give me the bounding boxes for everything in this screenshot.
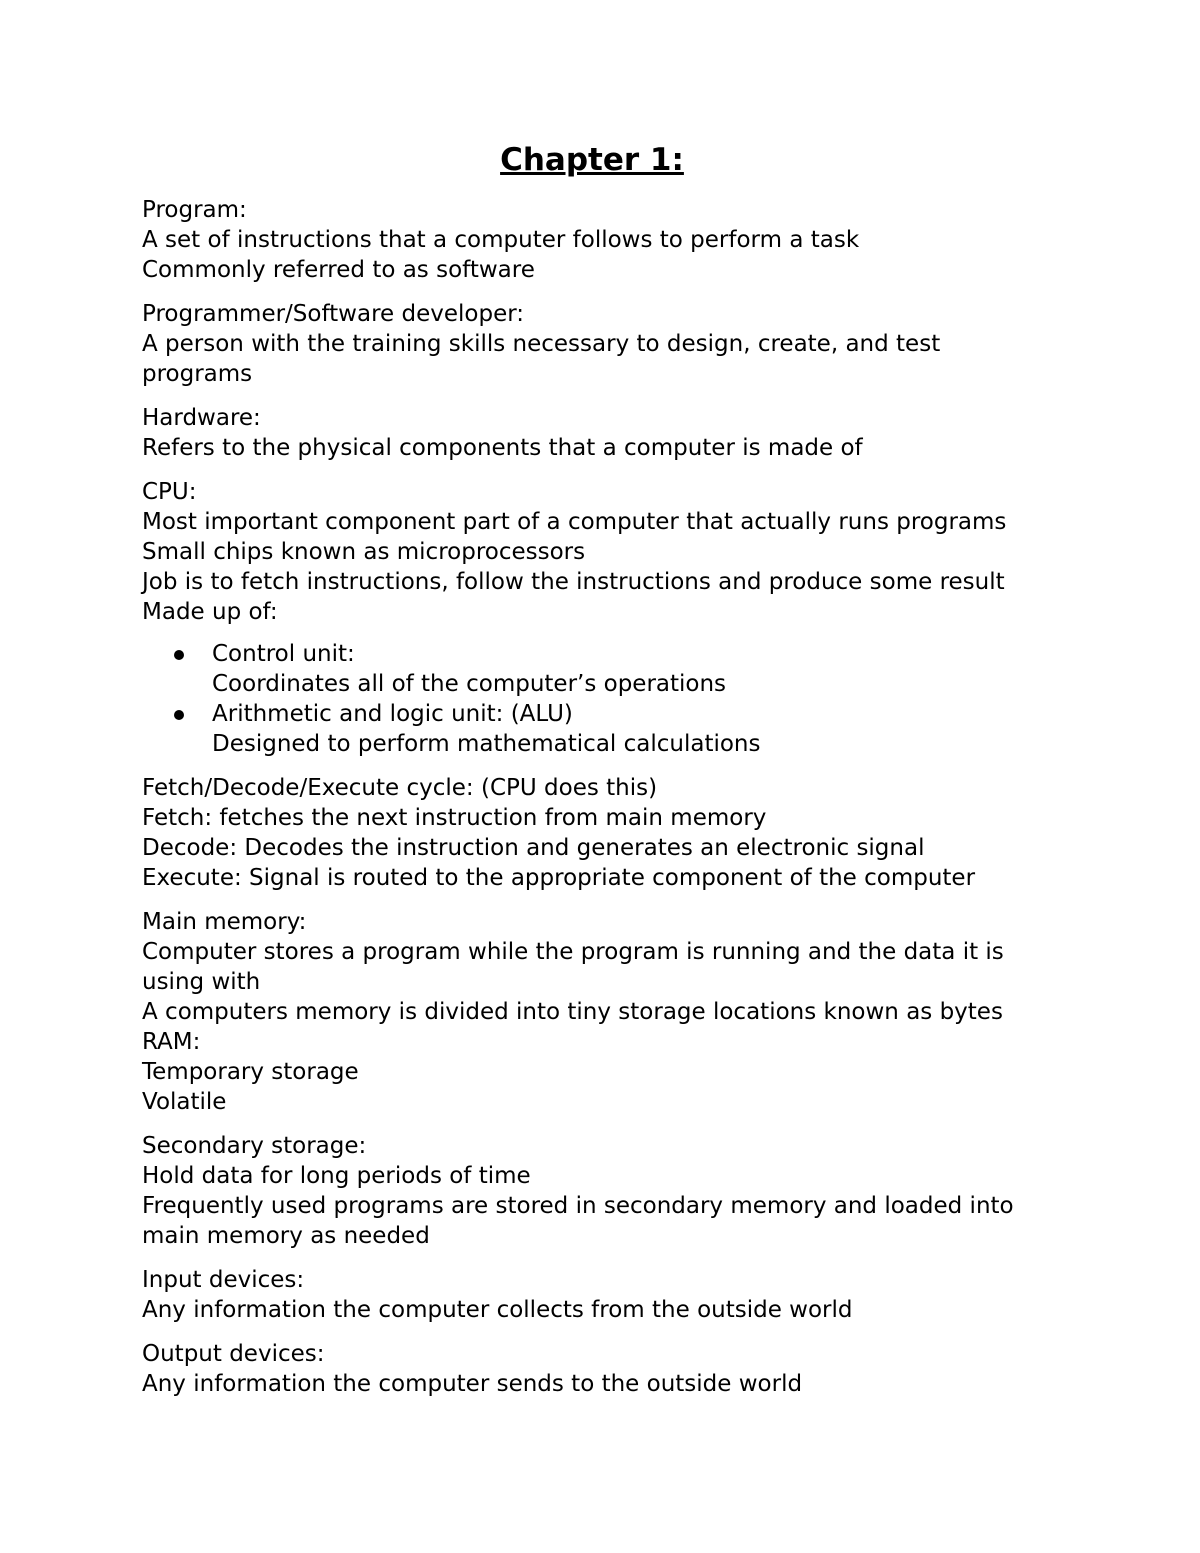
section-line: Refers to the physical components that a computer is made of xyxy=(142,435,863,461)
section-line: Any information the computer sends to the outside world xyxy=(142,1371,803,1397)
section-heading: CPU: xyxy=(142,479,197,505)
section-line: A set of instructions that a computer follows to perform a task xyxy=(142,227,860,253)
section-line: Temporary storage xyxy=(142,1059,359,1085)
section-cycle xyxy=(142,773,1042,893)
list-item xyxy=(142,699,1042,759)
section-line: Execute: Signal is routed to the appropriate component of the computer xyxy=(142,865,976,891)
list-item-title: Control unit: xyxy=(212,641,355,667)
document-page xyxy=(142,140,1042,1413)
section-heading: Input devices: xyxy=(142,1267,305,1293)
section-line: A person with the training skills necessary to design, create, and test programs xyxy=(142,331,941,387)
section-hardware xyxy=(142,403,1042,463)
section-input-devices xyxy=(142,1265,1042,1325)
page-title: Chapter 1: xyxy=(500,142,684,178)
section-programmer xyxy=(142,299,1042,389)
section-line: Frequently used programs are stored in secondary memory and loaded into main memory as needed xyxy=(142,1193,1014,1249)
section-heading: Program: xyxy=(142,197,247,223)
section-line: Any information the computer collects from the outside world xyxy=(142,1297,853,1323)
section-heading: Programmer/Software developer: xyxy=(142,301,525,327)
section-main-memory xyxy=(142,907,1042,1117)
section-heading: Main memory: xyxy=(142,909,307,935)
bullet-icon xyxy=(174,650,184,660)
section-line: Job is to fetch instructions, follow the instructions and produce some result xyxy=(142,569,1005,595)
section-program xyxy=(142,195,1042,285)
bullet-icon xyxy=(174,710,184,720)
section-cpu xyxy=(142,477,1042,759)
section-line: Volatile xyxy=(142,1089,227,1115)
section-heading: Hardware: xyxy=(142,405,261,431)
section-line: Small chips known as microprocessors xyxy=(142,539,586,565)
section-output-devices xyxy=(142,1339,1042,1399)
section-heading: Secondary storage: xyxy=(142,1133,367,1159)
section-line: Computer stores a program while the program is running and the data it is using with xyxy=(142,939,1004,995)
list-item-desc: Designed to perform mathematical calculations xyxy=(212,731,761,757)
section-line: Hold data for long periods of time xyxy=(142,1163,531,1189)
section-line: RAM: xyxy=(142,1029,201,1055)
section-line: Most important component part of a computer that actually runs programs xyxy=(142,509,1007,535)
section-line: Fetch: fetches the next instruction from main memory xyxy=(142,805,767,831)
section-line: A computers memory is divided into tiny storage locations known as bytes xyxy=(142,999,1003,1025)
section-secondary-storage xyxy=(142,1131,1042,1251)
section-line: Decode: Decodes the instruction and generates an electronic signal xyxy=(142,835,925,861)
list-item-desc: Coordinates all of the computer’s operations xyxy=(212,671,727,697)
list-item-title: Arithmetic and logic unit: (ALU) xyxy=(212,701,573,727)
section-line: Made up of: xyxy=(142,599,278,625)
section-heading: Fetch/Decode/Execute cycle: (CPU does this) xyxy=(142,775,658,801)
cpu-parts-list xyxy=(142,639,1042,759)
list-item xyxy=(142,639,1042,699)
section-line: Commonly referred to as software xyxy=(142,257,535,283)
section-heading: Output devices: xyxy=(142,1341,325,1367)
